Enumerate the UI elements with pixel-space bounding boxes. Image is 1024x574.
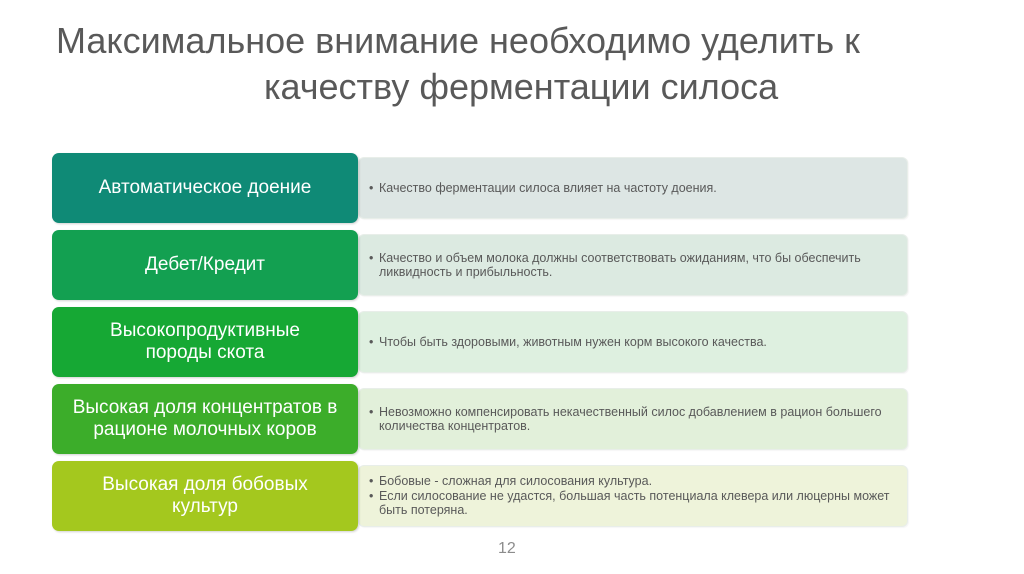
- factor-description-item: • Бобовые - сложная для силосования культура.: [369, 474, 899, 489]
- factor-description-box: [358, 465, 908, 527]
- factor-description-box: [358, 311, 908, 373]
- factor-description-list: [369, 158, 899, 218]
- factor-description-item: • Если силосование не удастся, большая часть потенциала клевера или люцерны может быть потеряна.: [369, 489, 899, 518]
- factor-description-item: • Чтобы быть здоровыми, животным нужен корм высокого качества.: [369, 335, 899, 350]
- slide-title-line-2: качеству ферментации силоса: [264, 66, 779, 107]
- factor-row: [52, 153, 908, 223]
- factor-label: Высокая доля концентратов в рационе молочных коров: [72, 397, 338, 440]
- factor-description-list: [369, 312, 899, 372]
- factor-label: Высокопродуктивные породы скота: [110, 320, 300, 363]
- factor-description-list: [369, 389, 899, 449]
- factor-label: Автоматическое доение: [98, 177, 312, 198]
- factor-label-box: [52, 307, 358, 377]
- factor-label-box: [52, 230, 358, 300]
- factor-row: [52, 461, 908, 531]
- slide-title-line-1: Максимальное внимание необходимо уделить к: [56, 20, 860, 61]
- factor-label-box: [52, 461, 358, 531]
- factor-description-item: • Качество ферментации силоса влияет на частоту доения.: [369, 181, 899, 196]
- factor-description-list: [369, 466, 899, 526]
- factor-description-item: • Невозможно компенсировать некачественный силос добавлением в рацион большего количества концентратов.: [369, 405, 899, 434]
- factor-description-box: [358, 157, 908, 219]
- factor-description-box: [358, 234, 908, 296]
- factor-label: Дебет/Кредит: [145, 254, 265, 275]
- factor-label-box: [52, 384, 358, 454]
- factor-label: Высокая доля бобовых культур: [102, 474, 308, 517]
- page-number: 12: [498, 540, 516, 557]
- factor-row: [52, 384, 908, 454]
- factor-row: [52, 230, 908, 300]
- factor-row: [52, 307, 908, 377]
- factor-description-box: [358, 388, 908, 450]
- factor-description-list: [369, 235, 899, 295]
- factor-description-item: • Качество и объем молока должны соответствовать ожиданиям, что бы обеспечить ликвидность и прибыльность.: [369, 251, 899, 280]
- factor-label-box: [52, 153, 358, 223]
